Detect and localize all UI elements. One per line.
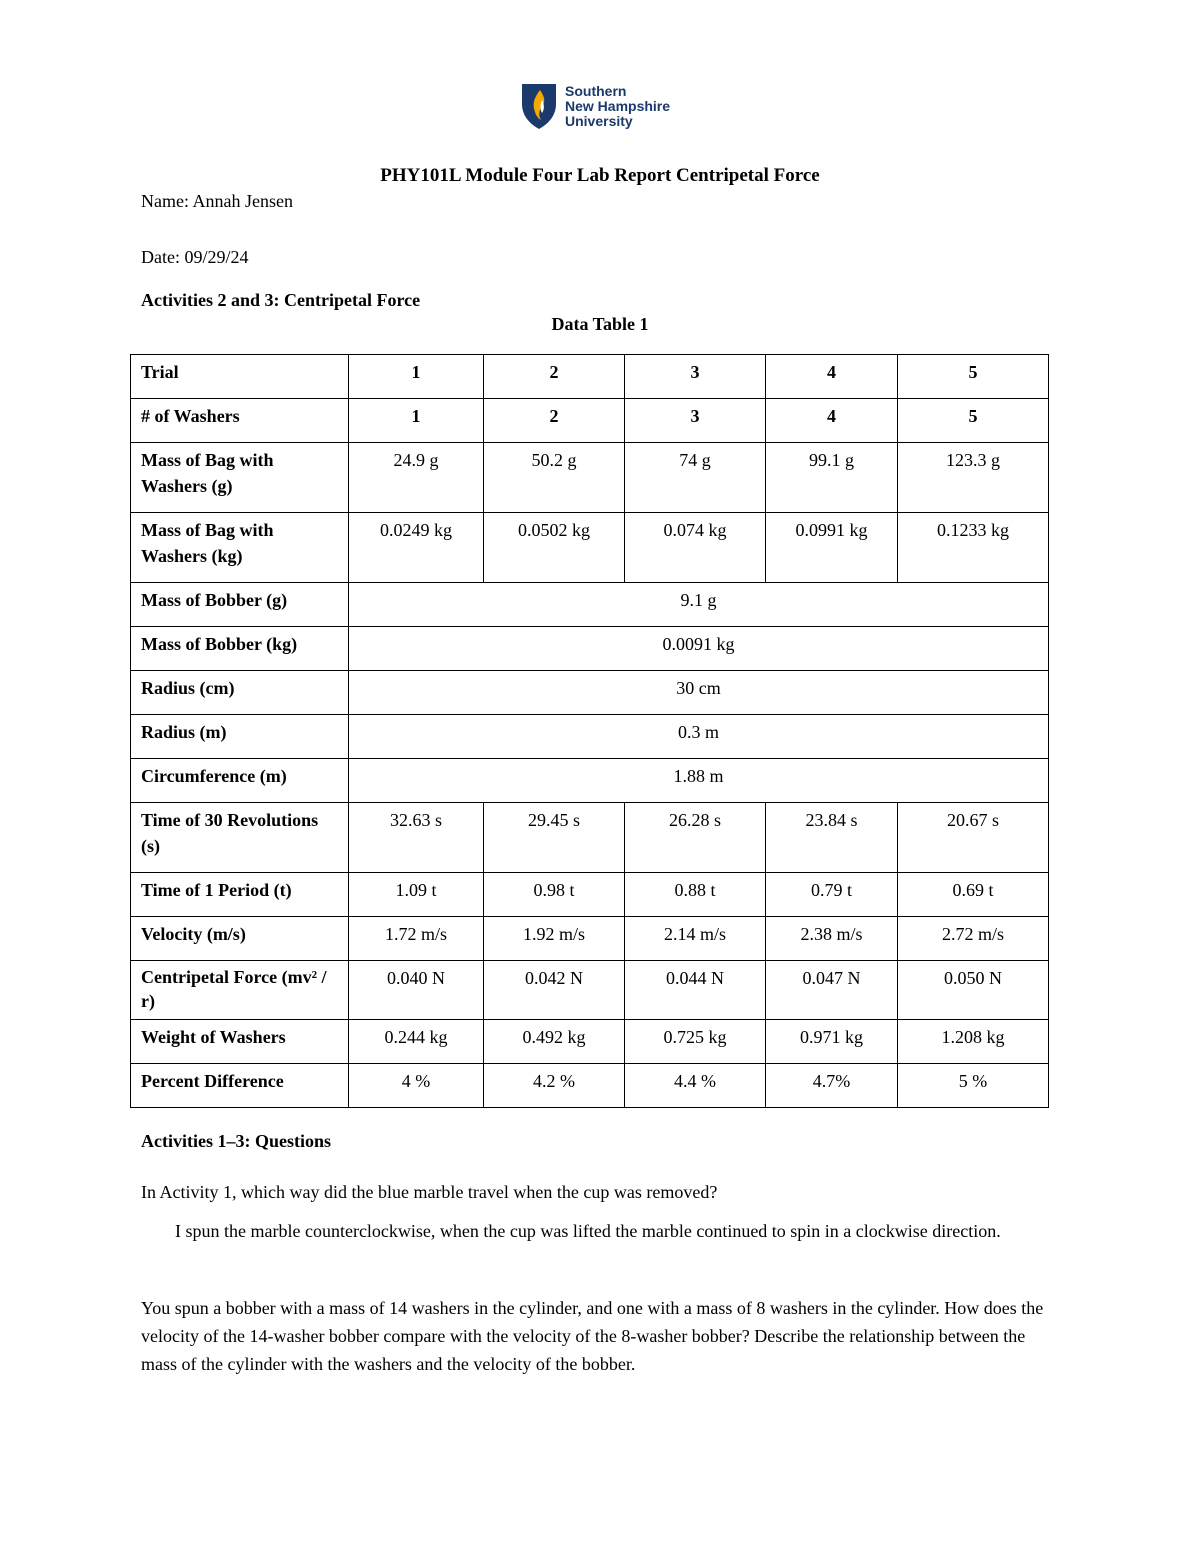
cell: 1.72 m/s: [349, 917, 484, 961]
cell: 2.38 m/s: [766, 917, 898, 961]
date-line: Date: 09/29/24: [141, 247, 249, 267]
section-heading-questions: Activities 1–3: Questions: [141, 1131, 331, 1151]
cell: 4.7%: [766, 1064, 898, 1108]
row-label: Time of 30 Revolutions (s): [131, 803, 349, 873]
row-label: # of Washers: [131, 399, 349, 443]
cell: 0.074 kg: [625, 513, 766, 583]
cell: 3: [625, 355, 766, 399]
cell: 0.79 t: [766, 873, 898, 917]
row-label: Trial: [131, 355, 349, 399]
row-radius-m: [131, 715, 1049, 759]
row-label: Circumference (m): [131, 759, 349, 803]
cell: 0.0091 kg: [349, 627, 1049, 671]
cell: 1.92 m/s: [484, 917, 625, 961]
cell: 0.88 t: [625, 873, 766, 917]
row-trial: [131, 355, 1049, 399]
cell: 4 %: [349, 1064, 484, 1108]
cell: 1: [349, 355, 484, 399]
cell: 1.88 m: [349, 759, 1049, 803]
cell: 32.63 s: [349, 803, 484, 873]
cell: 5 %: [898, 1064, 1049, 1108]
row-label: Centripetal Force (mv² / r): [131, 961, 349, 1020]
cell: 0.3 m: [349, 715, 1049, 759]
row-weight: [131, 1020, 1049, 1064]
cell: 29.45 s: [484, 803, 625, 873]
table-title: Data Table 1: [551, 314, 649, 334]
cell: 9.1 g: [349, 583, 1049, 627]
cell: 30 cm: [349, 671, 1049, 715]
cell: 1.09 t: [349, 873, 484, 917]
row-mass-g: [131, 443, 1049, 513]
cell: 1: [349, 399, 484, 443]
cell: 0.050 N: [898, 961, 1049, 1020]
row-label: Time of 1 Period (t): [131, 873, 349, 917]
cell: 4: [766, 355, 898, 399]
logo-line-3: University: [565, 112, 633, 129]
row-centripetal-force: [131, 961, 1049, 1020]
row-mass-kg: [131, 513, 1049, 583]
cell: 26.28 s: [625, 803, 766, 873]
cell: 0.0249 kg: [349, 513, 484, 583]
flame-shield-icon: [520, 82, 558, 130]
cell: 4.2 %: [484, 1064, 625, 1108]
cell: 0.98 t: [484, 873, 625, 917]
row-label: Weight of Washers: [131, 1020, 349, 1064]
row-label: Radius (m): [131, 715, 349, 759]
cell: 2: [484, 355, 625, 399]
cell: 4: [766, 399, 898, 443]
cell: 3: [625, 399, 766, 443]
cell: 0.492 kg: [484, 1020, 625, 1064]
cell: 74 g: [625, 443, 766, 513]
cell: 99.1 g: [766, 443, 898, 513]
cell: 1.208 kg: [898, 1020, 1049, 1064]
cell: 0.0991 kg: [766, 513, 898, 583]
row-label: Mass of Bag with Washers (kg): [131, 513, 349, 583]
cell: 23.84 s: [766, 803, 898, 873]
question-1: In Activity 1, which way did the blue marble travel when the cup was removed?: [141, 1182, 718, 1202]
cell: 50.2 g: [484, 443, 625, 513]
row-radius-cm: [131, 671, 1049, 715]
cell: 0.244 kg: [349, 1020, 484, 1064]
cell: 20.67 s: [898, 803, 1049, 873]
row-label: Mass of Bag with Washers (g): [131, 443, 349, 513]
cell: 24.9 g: [349, 443, 484, 513]
cell: 0.0502 kg: [484, 513, 625, 583]
row-label: Percent Difference: [131, 1064, 349, 1108]
logo-line-1: Southern: [565, 82, 627, 99]
row-bobber-kg: [131, 627, 1049, 671]
cell: 2: [484, 399, 625, 443]
row-velocity: [131, 917, 1049, 961]
cell: 123.3 g: [898, 443, 1049, 513]
data-table-1: [130, 354, 1049, 1108]
cell: 0.1233 kg: [898, 513, 1049, 583]
row-washers: [131, 399, 1049, 443]
name-line: Name: Annah Jensen: [141, 191, 293, 211]
cell: 5: [898, 355, 1049, 399]
cell: 0.040 N: [349, 961, 484, 1020]
row-label: Velocity (m/s): [131, 917, 349, 961]
row-bobber-g: [131, 583, 1049, 627]
cell: 5: [898, 399, 1049, 443]
document-title: PHY101L Module Four Lab Report Centripetal Force: [380, 165, 820, 186]
question-2: You spun a bobber with a mass of 14 washers in the cylinder, and one with a mass of 8 washers in the cylinder. How does the velocity of the 14-washer bobber compare with the velocity of the 8-washer bobber? Describe the relationship between the mass of the cylinder with the washers and the velocity of the bobber.: [141, 1298, 1044, 1374]
row-label: Radius (cm): [131, 671, 349, 715]
cell: 2.14 m/s: [625, 917, 766, 961]
cell: 0.69 t: [898, 873, 1049, 917]
row-label: Mass of Bobber (g): [131, 583, 349, 627]
cell: 0.725 kg: [625, 1020, 766, 1064]
row-circumference: [131, 759, 1049, 803]
cell: 2.72 m/s: [898, 917, 1049, 961]
row-time-30: [131, 803, 1049, 873]
section-heading-activities-2-3: Activities 2 and 3: Centripetal Force: [141, 290, 421, 310]
logo-wordmark: [565, 84, 670, 129]
cell: 0.044 N: [625, 961, 766, 1020]
university-logo: [520, 82, 670, 130]
cell: 0.971 kg: [766, 1020, 898, 1064]
cell: 0.042 N: [484, 961, 625, 1020]
cell: 4.4 %: [625, 1064, 766, 1108]
row-label: Mass of Bobber (kg): [131, 627, 349, 671]
row-percent-difference: [131, 1064, 1049, 1108]
answer-1: I spun the marble counterclockwise, when the cup was lifted the marble continued to spin in a clockwise direction.: [175, 1221, 1001, 1241]
logo-line-2: New Hampshire: [565, 97, 671, 114]
cell: 0.047 N: [766, 961, 898, 1020]
row-period: [131, 873, 1049, 917]
